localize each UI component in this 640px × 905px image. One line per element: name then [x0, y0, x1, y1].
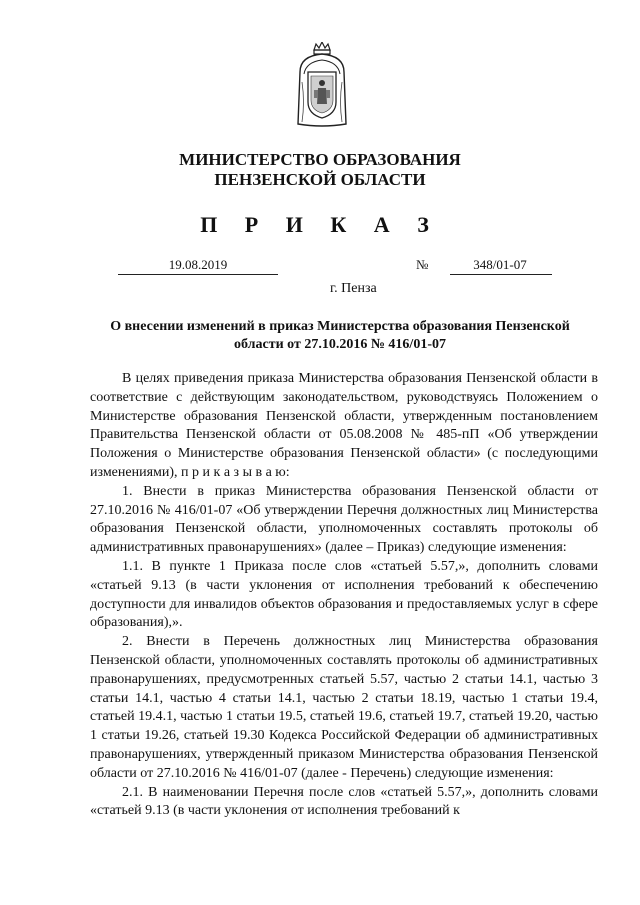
order-date: 19.08.2019: [168, 257, 228, 272]
date-underline: [118, 274, 278, 275]
order-number: 348/01-07: [473, 257, 527, 272]
order-body: [90, 370, 598, 821]
paragraph-item-2: 2. Внести в Перечень должностных лиц Министерства образования Пензенской области, уполномоченных составлять протоколы об административных правонарушениях, предусмотренных статьей 5.57, частью 2 статьи 14.1, частью 3 статьи 14.1, частью 4 статьи 14.1, частью 2 статьи 18.19, частью 1 статьи 19.4, статьей 19.4.1, частью 1 статьи 19.5, статьей 19.6, статьей 19.7, статьей 19.20, частью 1 статьи 19.26, статьей 19.30 Кодекса Российской Федерации об административных правонарушениях, утвержденный приказом Министерства образования Пензенской области от 27.10.2016 № 416/01-07 (далее - Перечень) следующие изменения:: [90, 634, 598, 781]
paragraph-item-2-1: 2.1. В наименовании Перечня после слов «статьей 5.57,», дополнить словами «статьей 9.13 (в части уклонения от исполнения требований к: [90, 784, 598, 819]
coat-of-arms-emblem: [296, 42, 348, 128]
ministry-name-line2: ПЕНЗЕНСКОЙ ОБЛАСТИ: [214, 170, 426, 189]
preamble-paragraph: В целях приведения приказа Министерства образования Пензенской области в соответствие с действующим законодательством, руководствуясь Положением о Министерстве образования Пензенской области, утвержденным постановлением Правительства Пензенской области от 05.08.2008 № 485-пП «Об утверждении Положения о Министерстве образования Пензенской области» (с последующими изменениями), п р и к а з ы в а ю:: [90, 371, 598, 480]
city-name: г. Пенза: [330, 281, 377, 296]
paragraph-item-1: 1. Внести в приказ Министерства образования Пензенской области от 27.10.2016 № 416/01-07 «Об утверждении Перечня должностных лиц Министерства образования Пензенской области, уполномоченных составлять протоколы об административных правонарушениях» (далее – Приказ) следующие изменения:: [90, 483, 598, 556]
paragraph-item-1-1: 1.1. В пункте 1 Приказа после слов «статьей 5.57,», дополнить словами «статьей 9.13 (в части уклонения от исполнения требований к обеспечению доступности для инвалидов объектов образования и предоставляемых услуг в сфере образования),».: [90, 558, 598, 631]
order-subject: О внесении изменений в приказ Министерства образования Пензенской области от 27.10.2016 № 416/01-07: [110, 319, 570, 352]
document-type-title: П Р И К А З: [200, 212, 440, 237]
number-sign: №: [416, 257, 429, 272]
ministry-name-line1: МИНИСТЕРСТВО ОБРАЗОВАНИЯ: [179, 150, 461, 169]
number-underline: [450, 274, 552, 275]
